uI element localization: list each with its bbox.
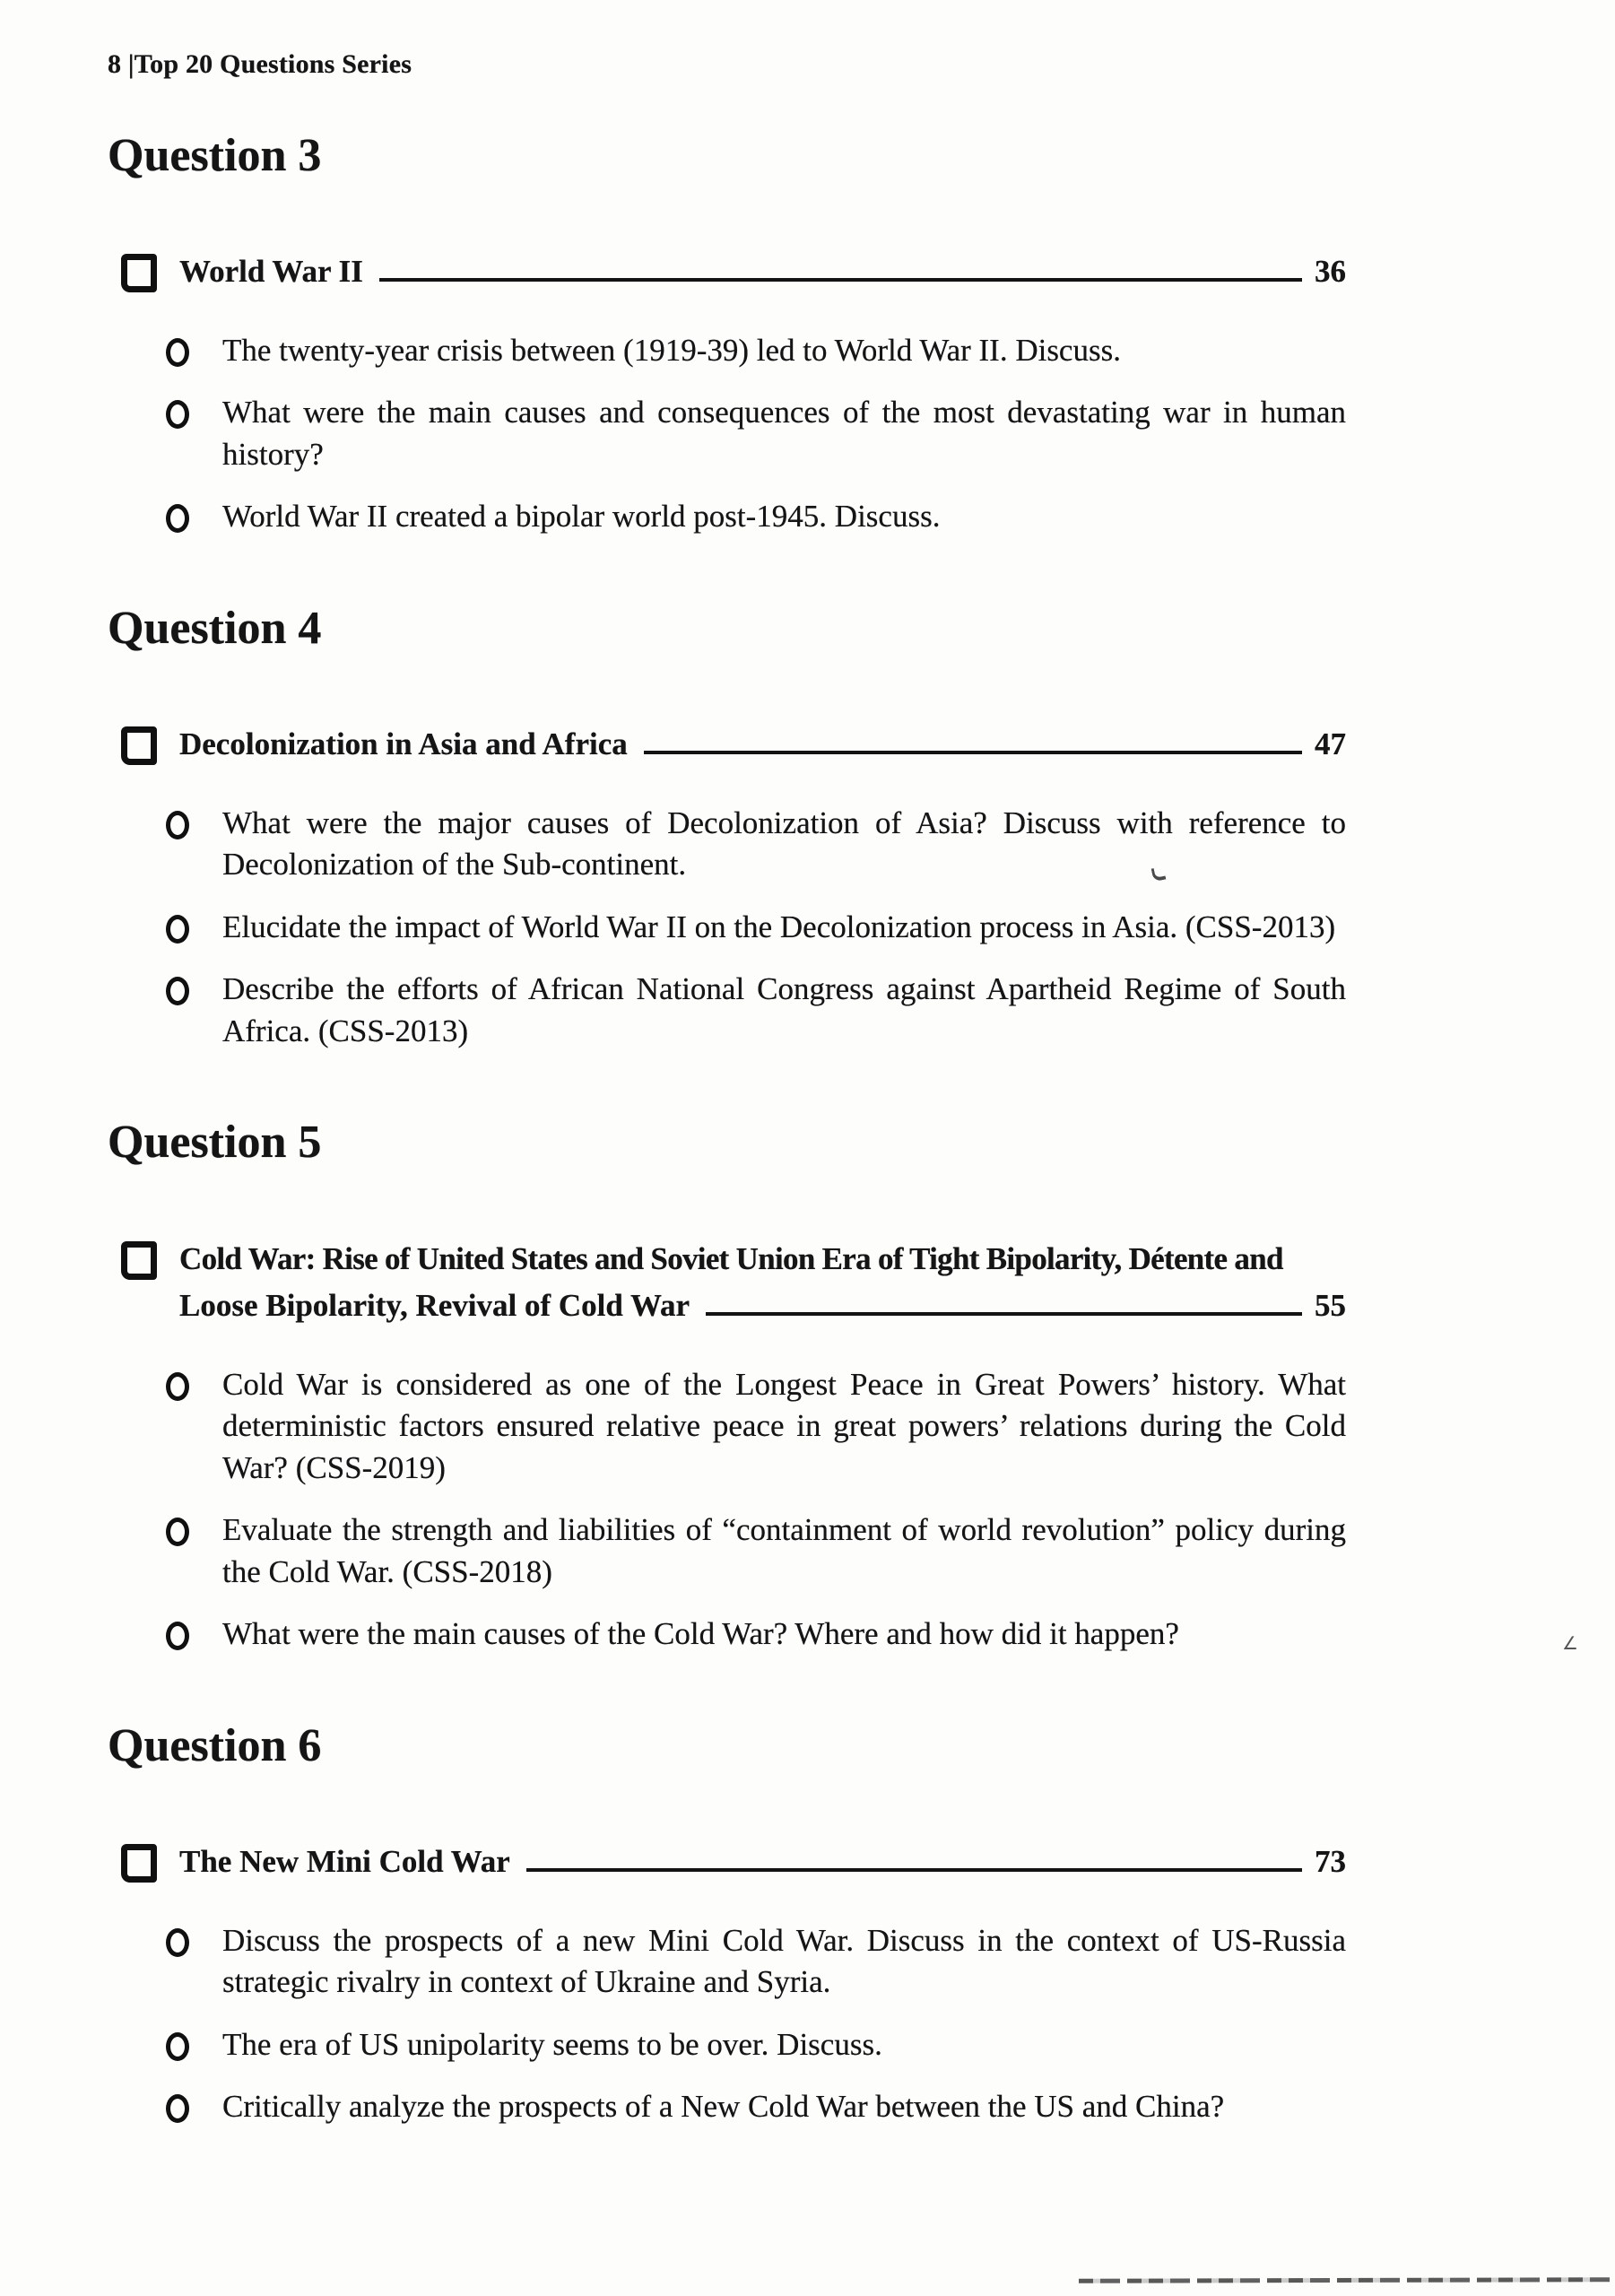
sub-question-text: What were the main causes and consequences of the most devastating war in human history? <box>222 395 1346 472</box>
sub-question-text: Evaluate the strength and liabilities of “containment of world revolution” policy during the Cold War. (CSS-2018) <box>222 1512 1346 1589</box>
section-heading: Question 4 <box>108 602 322 654</box>
sub-question-text: What were the main causes of the Cold War? Where and how did it happen? <box>222 1616 1179 1652</box>
toc-entry-body <box>179 248 1346 296</box>
scan-artifact-mark: ∠ <box>1562 1632 1578 1654</box>
page-number: 47 <box>1315 726 1346 762</box>
sub-question-text: The era of US unipolarity seems to be over. Discuss. <box>222 2026 882 2062</box>
circle-bullet-icon <box>166 1518 189 1546</box>
section-question-6 <box>108 1720 1346 2128</box>
sub-question-item <box>166 330 1346 372</box>
page-number: 36 <box>1315 254 1346 290</box>
sub-question-item <box>166 2086 1346 2128</box>
sub-question-text: World War II created a bipolar world post-1945. Discuss. <box>222 499 941 535</box>
page-number: 73 <box>1315 1844 1346 1880</box>
leader-line <box>379 273 1302 282</box>
sub-question-item <box>166 803 1346 886</box>
section-question-5 <box>108 1117 1346 1656</box>
entry-title: The New Mini Cold War <box>179 1844 510 1880</box>
sub-question-text: The twenty-year crisis between (1919-39) led to World War II. Discuss. <box>222 332 1121 368</box>
circle-bullet-icon <box>166 338 189 367</box>
leader-line <box>644 745 1302 754</box>
entry-title-line-1: Cold War: Rise of United States and Soviet Union Era of Tight Bipolarity, Détente and <box>179 1240 1283 1276</box>
circle-bullet-icon <box>166 504 189 533</box>
sub-question-item <box>166 907 1346 949</box>
section-heading: Question 5 <box>108 1117 322 1169</box>
circle-bullet-icon <box>166 811 189 839</box>
sub-question-text: Describe the efforts of African National Congress against Apartheid Regime of South Africa. (CSS-2013) <box>222 971 1346 1048</box>
sub-question-item <box>166 1364 1346 1490</box>
toc-entry <box>121 1236 1346 1330</box>
toc-entry-body <box>179 721 1346 769</box>
leader-line <box>706 1307 1302 1316</box>
toc-entry <box>121 1839 1346 1886</box>
sub-question-text: Critically analyze the prospects of a New Cold War between the US and China? <box>222 2089 1225 2125</box>
circle-bullet-icon <box>166 2094 189 2123</box>
circle-bullet-icon <box>166 1622 189 1650</box>
sub-question-item <box>166 1920 1346 2004</box>
sub-question-item <box>166 969 1346 1052</box>
sub-question-text: Elucidate the impact of World War II on the Decolonization process in Asia. (CSS-2013) <box>222 909 1336 944</box>
scan-artifact-line <box>1079 2277 1610 2283</box>
page-header: 8 |Top 20 Questions Series <box>108 49 412 79</box>
leader-line <box>526 1863 1302 1872</box>
sub-question-text: Cold War is considered as one of the Longest Peace in Great Powers’ history. What deterministic factors ensured relative peace in great powers’ relations during the Cold War? (CSS-2019) <box>222 1366 1346 1485</box>
sub-question-text: What were the major causes of Decolonization of Asia? Discuss with reference to Decolonization of the Sub-continent. <box>222 804 1346 883</box>
section-heading: Question 6 <box>108 1719 322 1771</box>
toc-entry <box>121 248 1346 296</box>
sub-question-text: Discuss the prospects of a new Mini Cold War. Discuss in the context of US-Russia strategic rivalry in context of Ukraine and Syria. <box>222 1922 1346 2000</box>
sub-question-item <box>166 1509 1346 1593</box>
checkbox-bullet-icon <box>121 1844 157 1883</box>
toc-entry-body <box>179 1839 1346 1886</box>
entry-title: Decolonization in Asia and Africa <box>179 726 628 762</box>
sub-question-item <box>166 392 1346 475</box>
circle-bullet-icon <box>166 400 189 429</box>
entry-title-line-2: Loose Bipolarity, Revival of Cold War <box>179 1288 690 1324</box>
checkbox-bullet-icon <box>121 254 157 292</box>
checkbox-bullet-icon <box>121 1241 157 1280</box>
circle-bullet-icon <box>166 977 189 1005</box>
sub-question-item <box>166 496 1346 538</box>
section-question-3 <box>108 130 1346 538</box>
entry-title: World War II <box>179 254 363 290</box>
circle-bullet-icon <box>166 1928 189 1957</box>
section-question-4 <box>108 603 1346 1052</box>
toc-entry-body <box>179 1236 1346 1330</box>
sub-question-item <box>166 1613 1346 1656</box>
circle-bullet-icon <box>166 2032 189 2061</box>
circle-bullet-icon <box>166 915 189 944</box>
sub-question-item <box>166 2024 1346 2066</box>
page-number: 55 <box>1315 1288 1346 1324</box>
toc-entry <box>121 721 1346 769</box>
checkbox-bullet-icon <box>121 726 157 765</box>
section-heading: Question 3 <box>108 130 322 181</box>
circle-bullet-icon <box>166 1372 189 1401</box>
